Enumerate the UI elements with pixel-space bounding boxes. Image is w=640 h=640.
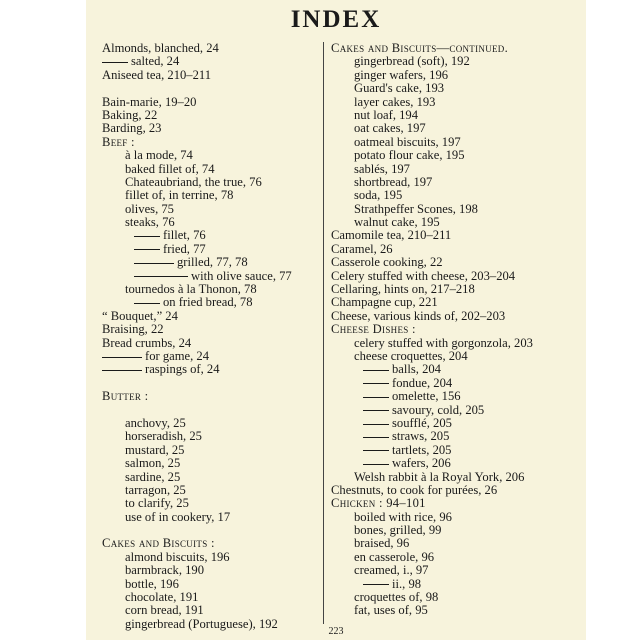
entry-text: chocolate, 191 [125, 590, 199, 605]
entry-text: sardine, 25 [125, 469, 181, 484]
entry-text: for game, 24 [145, 348, 209, 363]
ditto-dash [363, 370, 389, 371]
entry-text: Cakes and Biscuits : [102, 536, 215, 551]
index-entry [331, 604, 581, 617]
index-entry [102, 511, 316, 524]
blank-line [102, 524, 316, 537]
index-entry [102, 203, 316, 216]
index-entry [102, 310, 316, 323]
index-entry [102, 163, 316, 176]
index-entry [102, 296, 316, 309]
entry-text: Cheese, various kinds of, 202–203 [331, 308, 506, 323]
index-entry [102, 229, 316, 242]
entry-text: Cellaring, hints on, 217–218 [331, 282, 475, 297]
index-entry [102, 484, 316, 497]
index-entry [331, 109, 581, 122]
index-entry [331, 229, 581, 242]
entry-text: fondue, 204 [392, 375, 453, 390]
entry-text: omelette, 156 [392, 389, 461, 404]
index-entry [331, 457, 581, 470]
index-entry [331, 430, 581, 443]
entry-text: olives, 75 [125, 201, 174, 216]
index-entry [331, 256, 581, 269]
ditto-dash [363, 464, 389, 465]
ditto-dash [134, 276, 188, 277]
index-entry [331, 404, 581, 417]
index-entry [331, 216, 581, 229]
entry-text: braised, 96 [354, 536, 410, 551]
index-entry [102, 55, 316, 68]
entry-text: grilled, 77, 78 [177, 255, 248, 270]
ditto-dash [102, 62, 128, 63]
entry-text: Caramel, 26 [331, 241, 393, 256]
index-entry [331, 283, 581, 296]
index-entry [331, 524, 581, 537]
index-entry [102, 497, 316, 510]
entry-text: nut loaf, 194 [354, 107, 419, 122]
entry-text: use of in cookery, 17 [125, 509, 231, 524]
entry-text: soufflé, 205 [392, 415, 452, 430]
ditto-dash [134, 263, 174, 264]
entry-text: to clarify, 25 [125, 496, 189, 511]
entry-text: Chestnuts, to cook for purées, 26 [331, 482, 498, 497]
index-entry [331, 471, 581, 484]
entry-text: tarragon, 25 [125, 482, 186, 497]
index-entry [331, 484, 581, 497]
index-entry [331, 55, 581, 68]
entry-text: oatmeal biscuits, 197 [354, 134, 461, 149]
entry-text: almond biscuits, 196 [125, 549, 230, 564]
ditto-dash [363, 424, 389, 425]
index-entry [102, 176, 316, 189]
entry-text: Beef : [102, 134, 135, 149]
index-entry [102, 96, 316, 109]
index-entry [331, 564, 581, 577]
ditto-dash [134, 249, 160, 250]
index-entry [102, 216, 316, 229]
entry-text: soda, 195 [354, 188, 403, 203]
index-entry [102, 471, 316, 484]
index-heading [102, 390, 316, 403]
index-entry [331, 537, 581, 550]
entry-text: fried, 77 [163, 241, 206, 256]
entry-text: salted, 24 [131, 54, 180, 69]
entry-text: bones, grilled, 99 [354, 523, 442, 538]
entry-text: Almonds, blanched, 24 [102, 41, 219, 55]
index-entry [102, 243, 316, 256]
entry-text: savoury, cold, 205 [392, 402, 485, 417]
entry-text: bottle, 196 [125, 576, 179, 591]
entry-text: Welsh rabbit à la Royal York, 206 [354, 469, 525, 484]
ditto-dash [363, 584, 389, 585]
index-page [86, 0, 586, 640]
index-entry [102, 578, 316, 591]
entry-text: tournedos à la Thonon, 78 [125, 282, 257, 297]
index-entry [102, 189, 316, 202]
entry-text: straws, 205 [392, 429, 450, 444]
ditto-dash [134, 303, 160, 304]
column-divider [323, 42, 324, 624]
index-entry [331, 296, 581, 309]
entry-text: Chicken : 94–101 [331, 496, 426, 511]
index-entry [331, 511, 581, 524]
entry-text: ii., 98 [392, 576, 422, 591]
entry-text: anchovy, 25 [125, 415, 186, 430]
blank-line [102, 82, 316, 95]
index-entry [331, 189, 581, 202]
entry-text: Chateaubriand, the true, 76 [125, 174, 262, 189]
entry-text: horseradish, 25 [125, 429, 202, 444]
entry-text: tartlets, 205 [392, 442, 452, 457]
index-entry [102, 69, 316, 82]
index-entry [331, 578, 581, 591]
index-entry [102, 109, 316, 122]
entry-text: corn bread, 191 [125, 603, 204, 618]
entry-text: Casserole cooking, 22 [331, 255, 443, 270]
entry-text: oat cakes, 197 [354, 121, 426, 136]
blank-line [102, 404, 316, 417]
index-heading [102, 537, 316, 550]
index-heading [331, 323, 581, 336]
index-entry [331, 163, 581, 176]
index-entry [102, 350, 316, 363]
entry-text: cheese croquettes, 204 [354, 348, 468, 363]
index-entry [102, 457, 316, 470]
entry-text: Strathpeffer Scones, 198 [354, 201, 478, 216]
ditto-dash [363, 450, 389, 451]
entry-text: creamed, i., 97 [354, 563, 429, 578]
ditto-dash [102, 370, 142, 371]
index-entry [331, 270, 581, 283]
page-number: 223 [328, 626, 344, 637]
entry-text: sablés, 197 [354, 161, 410, 176]
index-entry [331, 176, 581, 189]
entry-text: balls, 204 [392, 362, 441, 377]
index-entry [102, 417, 316, 430]
entry-text: Aniseed tea, 210–211 [102, 67, 212, 82]
index-entry [331, 417, 581, 430]
entry-text: mustard, 25 [125, 442, 185, 457]
entry-text: baked fillet of, 74 [125, 161, 215, 176]
index-entry [331, 69, 581, 82]
entry-text: wafers, 206 [392, 456, 451, 471]
index-entry [102, 444, 316, 457]
entry-text: Bain-marie, 19–20 [102, 94, 197, 109]
ditto-dash [363, 383, 389, 384]
ditto-dash [134, 236, 160, 237]
entry-text: with olive sauce, 77 [191, 268, 292, 283]
entry-text: Bread crumbs, 24 [102, 335, 192, 350]
entry-text: Champagne cup, 221 [331, 295, 438, 310]
ditto-dash [363, 410, 389, 411]
entry-text: Cakes and Biscuits—continued. [331, 41, 509, 55]
entry-text: ginger wafers, 196 [354, 67, 449, 82]
entry-text: layer cakes, 193 [354, 94, 436, 109]
entry-text: gingerbread (soft), 192 [354, 54, 470, 69]
entry-text: “ Bouquet,” 24 [102, 308, 178, 323]
index-entry [331, 122, 581, 135]
page-title: INDEX [290, 6, 382, 33]
index-entry [102, 149, 316, 162]
index-entry [102, 591, 316, 604]
entry-text: celery stuffed with gorgonzola, 203 [354, 335, 533, 350]
entry-text: fat, uses of, 95 [354, 603, 428, 618]
entry-text: salmon, 25 [125, 456, 181, 471]
entry-text: gingerbread (Portuguese), 192 [125, 616, 278, 631]
index-entry [331, 363, 581, 376]
index-entry [331, 591, 581, 604]
ditto-dash [102, 357, 142, 358]
index-entry [102, 564, 316, 577]
index-entry [102, 430, 316, 443]
index-entry [331, 350, 581, 363]
entry-text: Butter : [102, 389, 149, 404]
left-column [102, 42, 316, 631]
index-entry [331, 444, 581, 457]
entry-text: barmbrack, 190 [125, 563, 205, 578]
index-entry [102, 363, 316, 376]
index-entry [102, 323, 316, 336]
entry-text: potato flour cake, 195 [354, 148, 465, 163]
entry-text: boiled with rice, 96 [354, 509, 452, 524]
index-entry [331, 337, 581, 350]
index-heading [331, 497, 581, 510]
index-entry [102, 283, 316, 296]
right-column [331, 42, 581, 618]
index-entry [102, 270, 316, 283]
index-entry [102, 337, 316, 350]
entry-text: raspings of, 24 [145, 362, 220, 377]
entry-text: steaks, 76 [125, 215, 175, 230]
index-entry [331, 136, 581, 149]
index-entry [331, 96, 581, 109]
entry-text: à la mode, 74 [125, 148, 193, 163]
index-entry [331, 203, 581, 216]
index-entry [102, 122, 316, 135]
entry-text: Celery stuffed with cheese, 203–204 [331, 268, 516, 283]
index-entry [102, 604, 316, 617]
index-heading [102, 136, 316, 149]
entry-text: Baking, 22 [102, 107, 158, 122]
entry-text: on fried bread, 78 [163, 295, 253, 310]
entry-text: fillet, 76 [163, 228, 206, 243]
entry-text: Camomile tea, 210–211 [331, 228, 452, 243]
entry-text: fillet of, in terrine, 78 [125, 188, 234, 203]
index-entry [331, 390, 581, 403]
entry-text: croquettes of, 98 [354, 590, 439, 605]
blank-line [102, 377, 316, 390]
ditto-dash [363, 397, 389, 398]
ditto-dash [363, 437, 389, 438]
entry-text: shortbread, 197 [354, 174, 433, 189]
index-entry [102, 42, 316, 55]
entry-text: Braising, 22 [102, 322, 164, 337]
index-entry [102, 256, 316, 269]
entry-text: walnut cake, 195 [354, 215, 440, 230]
entry-text: en casserole, 96 [354, 549, 435, 564]
index-entry [331, 551, 581, 564]
entry-text: Cheese Dishes : [331, 322, 416, 337]
index-entry [331, 149, 581, 162]
index-entry [102, 551, 316, 564]
entry-text: Guard's cake, 193 [354, 81, 445, 96]
index-entry [331, 377, 581, 390]
index-entry [331, 310, 581, 323]
index-heading [331, 42, 581, 55]
index-entry [331, 243, 581, 256]
index-entry [331, 82, 581, 95]
entry-text: Barding, 23 [102, 121, 162, 136]
